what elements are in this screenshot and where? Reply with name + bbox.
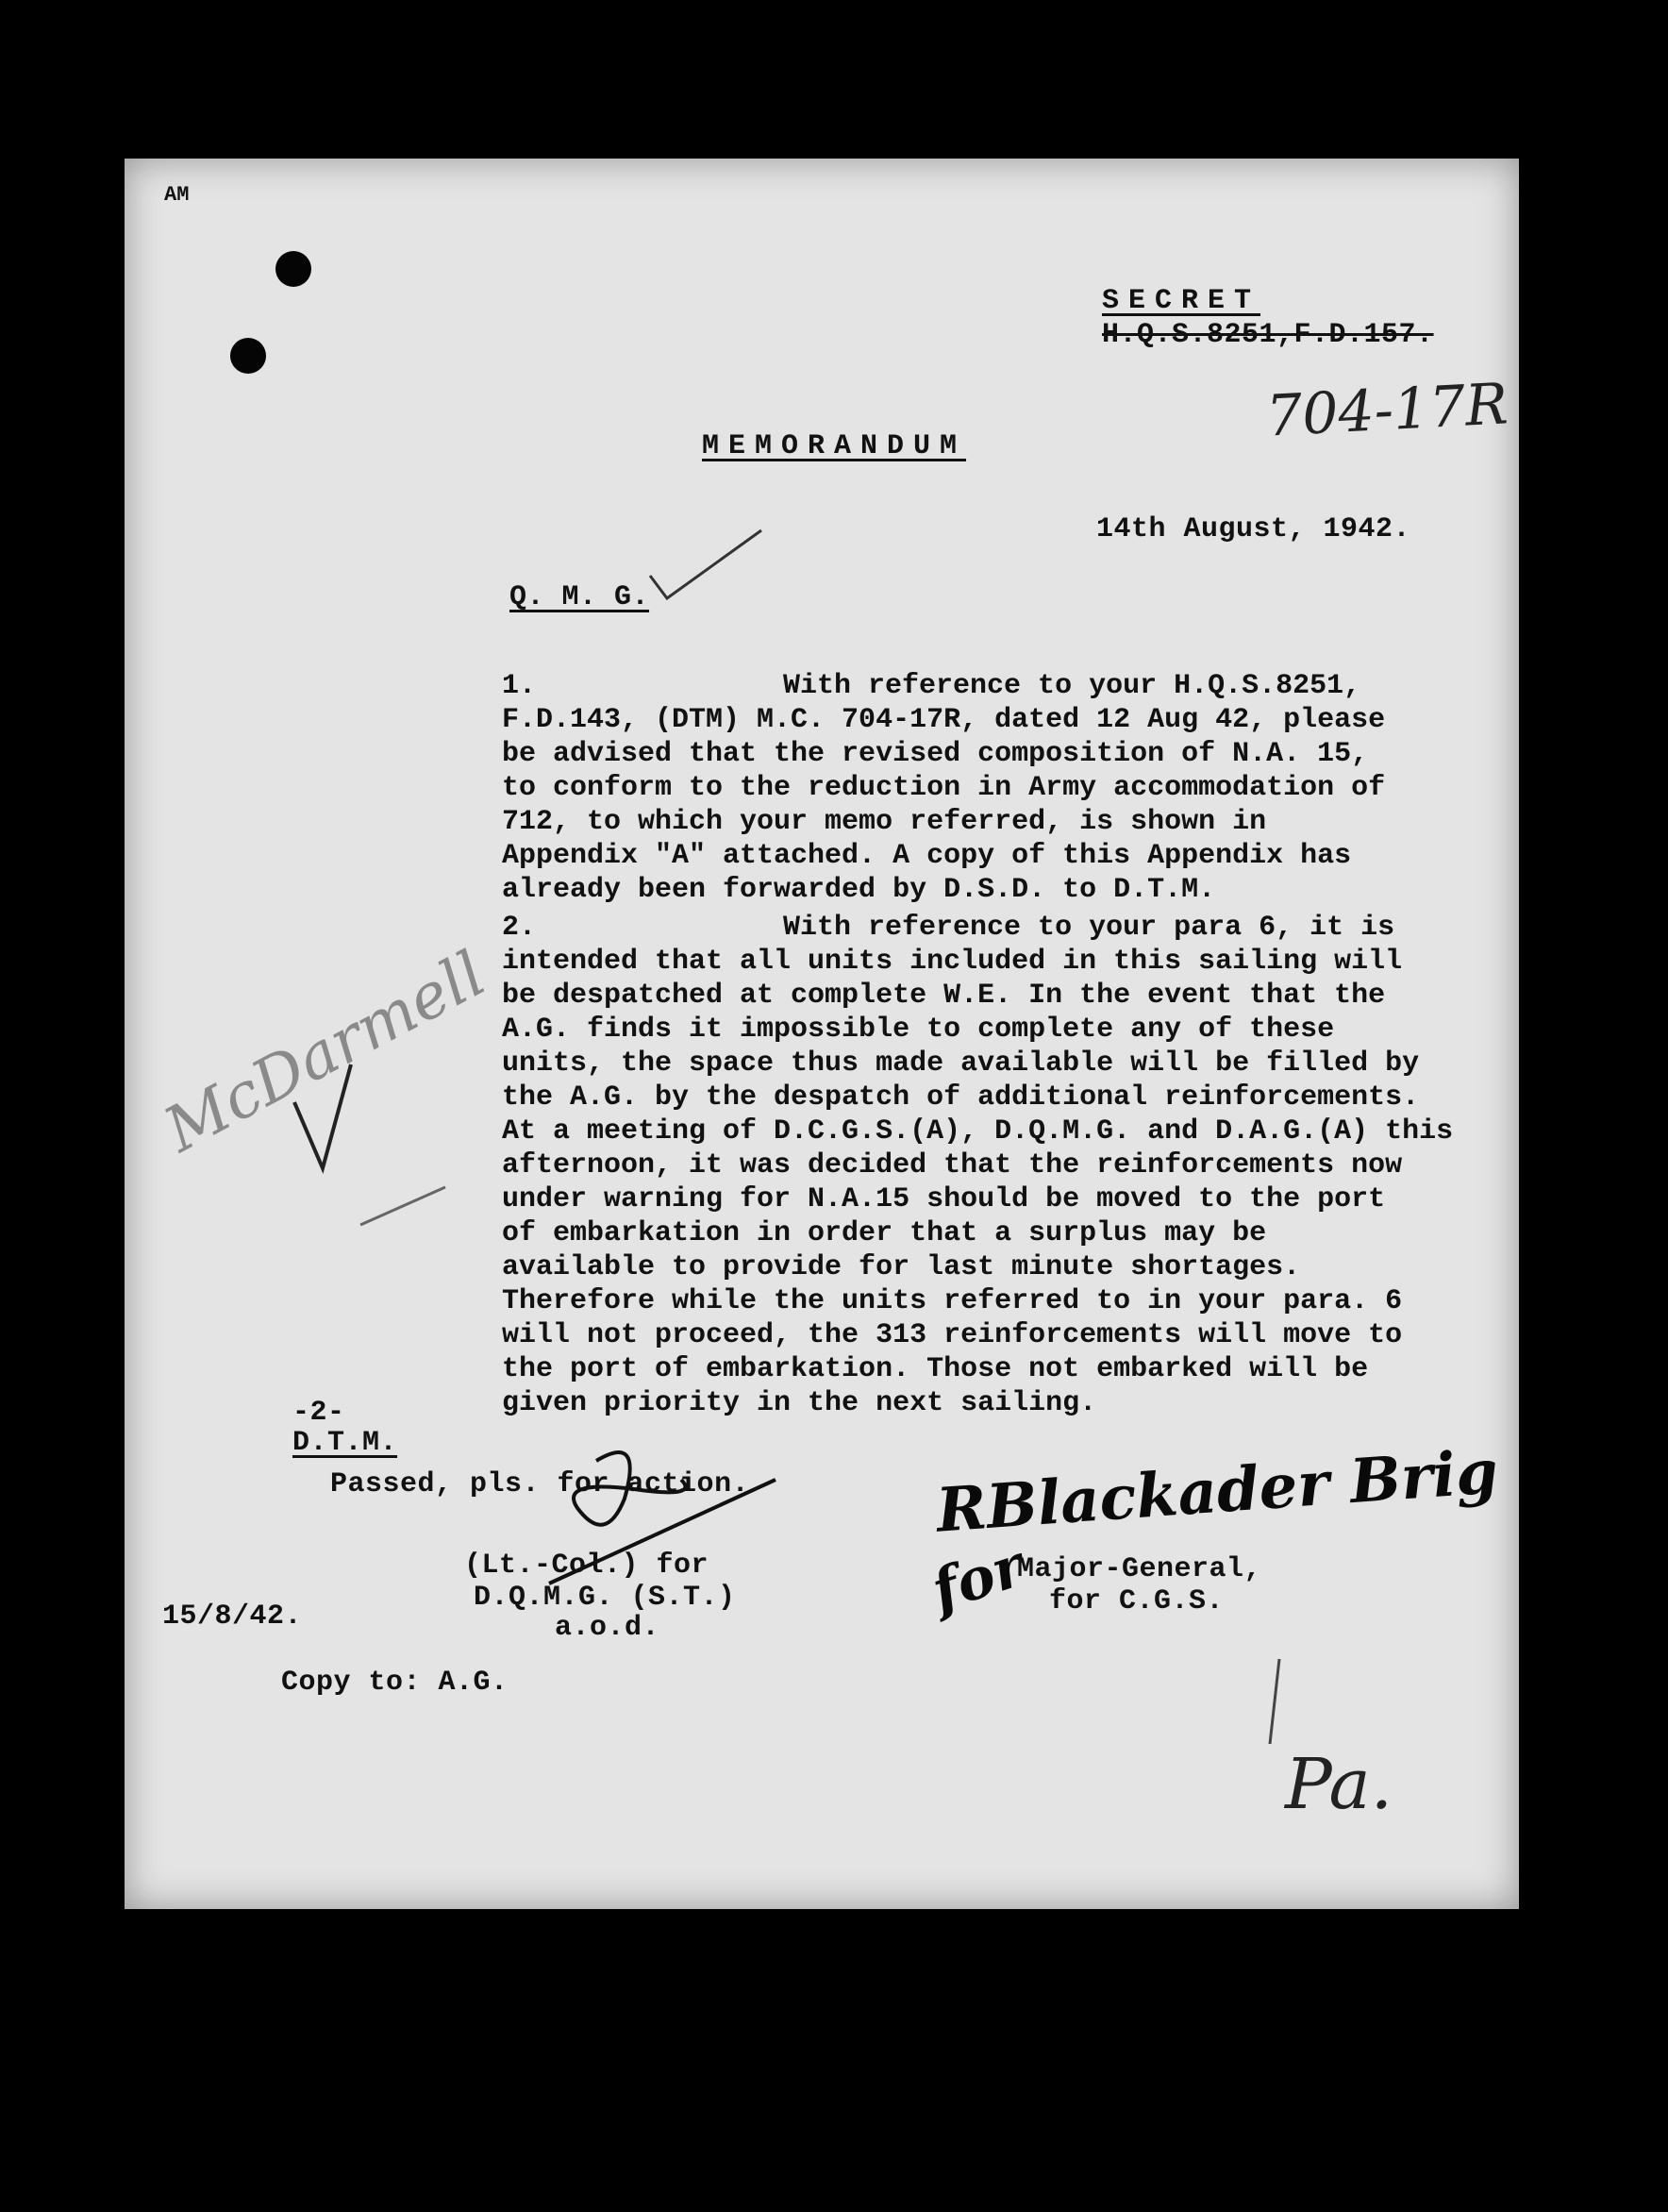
handwritten-initials: Pa. [1285,1744,1393,1825]
paragraph-1-line: F.D.143, (DTM) M.C. 704-17R, dated 12 Aug 42, please [502,704,1386,736]
paragraph-2 [502,912,1502,1421]
corner-mark: AM [164,183,190,207]
minute-signatory-line1: (Lt.-Col.) for [464,1550,709,1582]
paragraph-2-line: units, the space thus made available will be filled by [502,1047,1420,1080]
file-reference: H.Q.S.8251,F.D.157. [1102,319,1434,351]
handwritten-stroke [1266,1659,1285,1753]
classification: SECRET [1102,285,1261,317]
paragraph-2-line: the port of embarkation. Those not embarked will be [502,1353,1369,1385]
addressee: Q. M. G. [509,581,650,613]
paragraph-2-number: 2. [502,912,537,944]
paragraph-2-line: A.G. finds it impossible to complete any of these [502,1014,1335,1046]
paragraph-1-line: already been forwarded by D.S.D. to D.T.M. [502,874,1216,906]
punch-hole-bottom [230,338,266,374]
handwritten-for: for [924,1533,1032,1625]
signature-line2: for C.G.S. [1049,1585,1225,1617]
handwritten-margin-name: McDarmell [153,937,497,1166]
minute-number: -2- [292,1397,345,1429]
paragraph-2-line: the A.G. by the despatch of additional reinforcements. [502,1081,1420,1114]
handwritten-signature: RBlackader Brig [934,1436,1501,1547]
paragraph-1-line: be advised that the revised composition of N.A. 15, [502,738,1369,770]
paragraph-2-line: afternoon, it was decided that the reinforcements now [502,1149,1403,1181]
memo-sheet [125,159,1519,1909]
paragraph-1-line: 1. With reference to your H.Q.S.8251, [502,670,1361,702]
minute-signatory-line3: a.o.d. [555,1612,660,1644]
paragraph-2-line: At a meeting of D.C.G.S.(A), D.Q.M.G. and D.A.G.(A) this [502,1115,1454,1148]
minute-addressee: D.T.M. [292,1427,398,1459]
minute-date: 15/8/42. [162,1600,303,1633]
paragraph-2-line: of embarkation in order that a surplus may be [502,1217,1267,1249]
margin-check-mark-icon [266,1064,455,1244]
copy-to: Copy to: A.G. [281,1667,509,1699]
paragraph-1-line: to conform to the reduction in Army accommodation of [502,772,1386,804]
handwritten-reference: 704-17R [1264,371,1510,450]
paragraph-2-line: intended that all units included in this sailing will [502,946,1403,978]
paragraph-2-line: given priority in the next sailing. [502,1387,1097,1419]
paragraph-2-line: will not proceed, the 313 reinforcements will move to [502,1319,1403,1351]
minute-signatory-line2: D.Q.M.G. (S.T.) [474,1582,736,1614]
paragraph-1-number: 1. [502,670,537,702]
paragraph-1-line: Appendix "A" attached. A copy of this Appendix has [502,840,1352,872]
memo-date: 14th August, 1942. [1096,513,1411,545]
paragraph-1-line: 712, to which your memo referred, is shown in [502,806,1267,838]
signature-line1: Major-General, [1017,1553,1262,1585]
paragraph-2-line: Therefore while the units referred to in your para. 6 [502,1285,1403,1317]
paragraph-2-line: under warning for N.A.15 should be moved to the port [502,1183,1386,1215]
paragraph-2-line: available to provide for last minute shortages. [502,1251,1301,1283]
paragraph-2-line: 2. With reference to your para 6, it is [502,912,1395,944]
punch-hole-top [275,251,311,287]
memo-title: MEMORANDUM [702,430,967,462]
paragraph-1 [502,670,1502,908]
paragraph-2-line: be despatched at complete W.E. In the event that the [502,980,1386,1012]
check-mark-icon [648,527,771,621]
minute-text: Passed, pls. for action. [330,1468,750,1500]
